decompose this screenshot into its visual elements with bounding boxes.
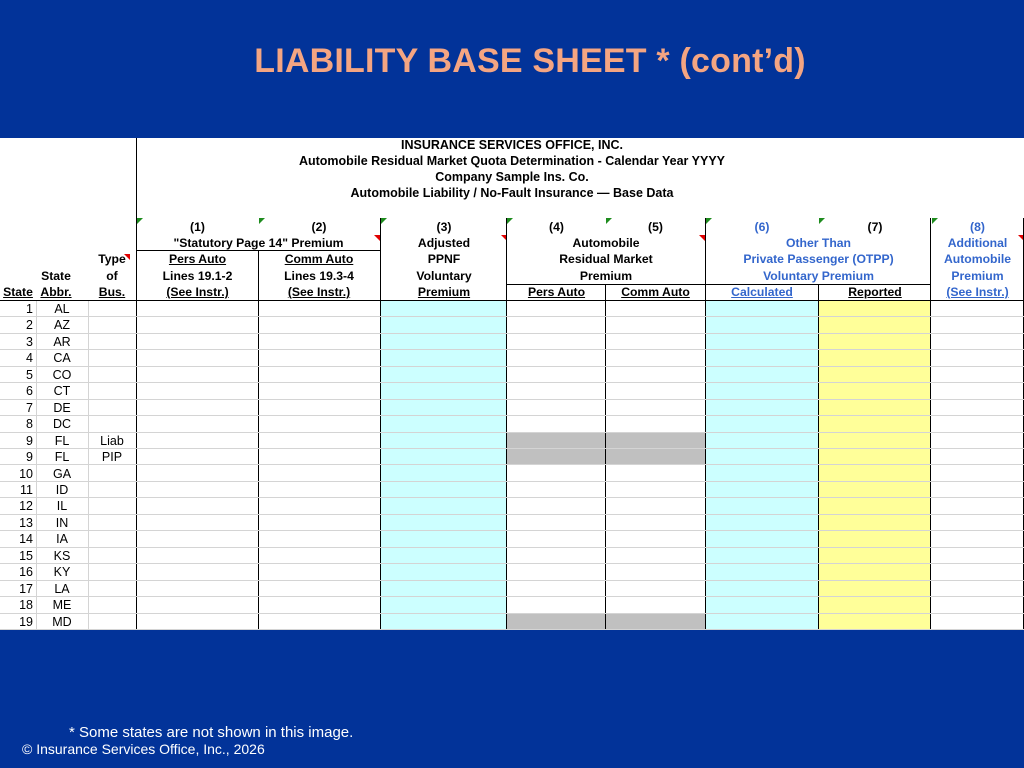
row-type (88, 367, 136, 384)
col3-number: (3) (436, 220, 452, 234)
row-type (88, 400, 136, 417)
comment-marker-icon[interactable] (706, 218, 712, 224)
col3-head-2: PPNF (427, 252, 461, 266)
row-state-abbr: DE (53, 400, 71, 415)
table-row (0, 614, 1024, 630)
row-number: 5 (26, 367, 33, 382)
comment-marker-icon[interactable] (932, 218, 938, 224)
row-number: 16 (19, 565, 33, 580)
row-type: PIP (101, 450, 123, 465)
row-state-abbr: ID (55, 482, 69, 497)
col3-head-1: Adjusted (417, 236, 471, 250)
row-number: 10 (19, 466, 33, 481)
slide-title: LIABILITY BASE SHEET * (cont’d) (254, 42, 806, 80)
liability-base-sheet (0, 138, 1024, 630)
table-row (0, 482, 1024, 498)
row-state-abbr: IA (56, 532, 68, 547)
table-row (0, 466, 1024, 482)
row-number: 11 (20, 482, 33, 497)
arm-head-2: Residual Market (559, 252, 653, 266)
col6-number: (6) (754, 220, 770, 234)
footnote: * Some states are not shown in this image. (69, 724, 354, 741)
row-number: 2 (26, 318, 33, 333)
row-type (88, 466, 136, 483)
row-type (88, 301, 136, 318)
row-type (88, 383, 136, 400)
col3-head-4: Premium (417, 285, 471, 299)
type-head-1: Type (98, 252, 126, 266)
row-type (88, 334, 136, 351)
table-row (0, 317, 1024, 333)
row-state-abbr: CA (53, 351, 71, 366)
table-row (0, 400, 1024, 416)
row-state-abbr: FL (54, 433, 70, 448)
table-row (0, 334, 1024, 350)
arm-head-3: Premium (579, 269, 633, 283)
type-head-3: Bus. (98, 285, 126, 299)
row-type (88, 416, 136, 433)
row-type (88, 482, 136, 499)
row-state-abbr: AZ (54, 318, 70, 333)
row-state-abbr: CO (52, 367, 72, 382)
row-type: Liab (100, 433, 124, 448)
comment-marker-icon[interactable] (606, 218, 612, 224)
comment-marker-icon[interactable] (819, 218, 825, 224)
col8-head-2: Automobile (943, 252, 1012, 266)
row-type (88, 317, 136, 334)
col2-comm-auto: Comm Auto (284, 252, 354, 266)
otpp-head-1: Other Than (785, 236, 851, 250)
table-row (0, 416, 1024, 432)
row-type (88, 498, 136, 515)
row-state-abbr: AR (53, 334, 71, 349)
col1-lines: Lines 19.1-2 (162, 269, 233, 283)
col5-comm-auto: Comm Auto (621, 285, 690, 299)
col2-see-instr[interactable]: (See Instr.) (287, 285, 351, 299)
state-abbr-head-2: Abbr. (40, 285, 72, 299)
state-abbr-head-1: State (41, 269, 71, 283)
col8-head-1: Additional (947, 236, 1008, 250)
col8-head-3: Premium (951, 269, 1004, 283)
state-head: State (3, 285, 33, 299)
table-row (0, 498, 1024, 514)
col1-pers-auto: Pers Auto (168, 252, 227, 266)
arm-head-1: Automobile (572, 236, 640, 250)
type-head-2: of (106, 269, 118, 283)
table-row (0, 515, 1024, 531)
col1-number: (1) (190, 220, 205, 234)
table-row (0, 301, 1024, 317)
row-state-abbr: ME (52, 598, 72, 613)
row-number: 17 (19, 581, 33, 596)
row-number: 9 (26, 433, 33, 448)
row-state-abbr: IL (56, 499, 68, 514)
col6-calculated: Calculated (731, 285, 793, 299)
row-number: 15 (19, 548, 33, 563)
row-state-abbr: LA (54, 581, 70, 596)
row-type (88, 614, 136, 630)
row-state-abbr: CT (53, 384, 71, 399)
col5-number: (5) (648, 220, 663, 234)
col2-number: (2) (311, 220, 327, 234)
row-number: 6 (26, 384, 33, 399)
comment-marker-icon[interactable] (137, 218, 143, 224)
header-line-3: Company Sample Ins. Co. (435, 170, 589, 184)
table-row (0, 531, 1024, 547)
table-row (0, 564, 1024, 580)
copyright: © Insurance Services Office, Inc., 2026 (22, 741, 265, 757)
col7-number: (7) (867, 220, 883, 234)
row-state-abbr: KS (53, 548, 71, 563)
row-state-abbr: GA (52, 466, 72, 481)
header-line-1: INSURANCE SERVICES OFFICE, INC. (400, 138, 624, 152)
row-type (88, 548, 136, 565)
col2-lines: Lines 19.3-4 (284, 269, 354, 283)
header-line-2: Automobile Residual Market Quota Determination - Calendar Year YYYY (298, 154, 726, 168)
row-number: 1 (26, 302, 33, 316)
row-number: 18 (19, 598, 33, 613)
row-type (88, 564, 136, 581)
row-number: 19 (19, 614, 33, 629)
row-number: 7 (26, 400, 33, 415)
row-type (88, 581, 136, 598)
row-state-abbr: IN (55, 515, 69, 530)
header-line-4: Automobile Liability / No-Fault Insurance — Base Data (350, 186, 674, 200)
row-number: 9 (26, 450, 33, 465)
table-row (0, 548, 1024, 564)
table-row (0, 581, 1024, 597)
table-row (0, 449, 1024, 465)
row-type (88, 515, 136, 532)
comment-marker-icon[interactable] (381, 218, 387, 224)
col1-see-instr[interactable]: (See Instr.) (166, 285, 229, 299)
comment-marker-icon[interactable] (124, 254, 130, 260)
col8-number: (8) (970, 220, 985, 234)
table-row (0, 383, 1024, 399)
col8-see-instr[interactable]: (See Instr.) (946, 285, 1009, 299)
table-row (0, 597, 1024, 613)
comment-marker-icon[interactable] (507, 218, 513, 224)
col4-number: (4) (549, 220, 564, 234)
row-number: 12 (19, 499, 33, 514)
row-state-abbr: KY (53, 565, 71, 580)
otpp-head-3: Voluntary Premium (763, 269, 874, 283)
row-type (88, 350, 136, 367)
row-state-abbr: FL (54, 450, 70, 465)
col7-reported: Reported (848, 285, 902, 299)
row-number: 8 (26, 417, 33, 432)
row-number: 14 (19, 532, 33, 547)
table-row (0, 367, 1024, 383)
header-divider (507, 284, 705, 285)
col3-head-3: Voluntary (416, 269, 472, 283)
statutory-head: "Statutory Page 14" Premium (173, 236, 344, 250)
comment-marker-icon[interactable] (259, 218, 265, 224)
table-row (0, 350, 1024, 366)
row-type (88, 531, 136, 548)
row-state-abbr: MD (52, 614, 72, 629)
row-state-abbr: AL (54, 302, 70, 316)
grid-hline (0, 629, 1024, 630)
row-number: 3 (26, 334, 33, 349)
row-type (88, 597, 136, 614)
otpp-head-2: Private Passenger (OTPP) (743, 252, 894, 266)
row-number: 4 (26, 351, 33, 366)
table-row (0, 433, 1024, 449)
row-state-abbr: DC (52, 417, 72, 432)
col4-pers-auto: Pers Auto (527, 285, 586, 299)
row-number: 13 (19, 515, 33, 530)
